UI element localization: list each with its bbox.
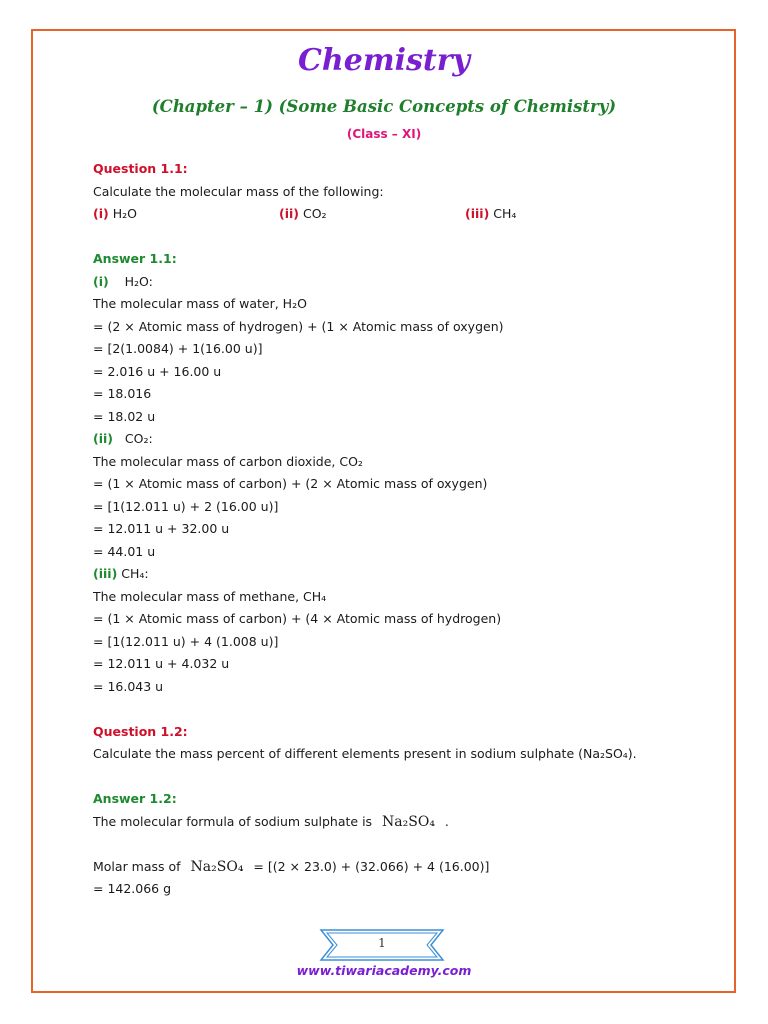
question-1-2-text: Calculate the mass percent of different elements present in sodium sulphate (Na₂SO₄). xyxy=(93,746,637,761)
answer-line: = 2.016 u + 16.00 u xyxy=(93,363,222,379)
answer-line: = [1(12.011 u) + 4 (1.008 u)] xyxy=(93,633,279,649)
answer-line: The molecular mass of carbon dioxide, CO₂ xyxy=(93,453,363,469)
option-ii xyxy=(279,203,465,226)
page-title: Chemistry xyxy=(298,43,470,78)
option-iii xyxy=(465,203,516,226)
option-i xyxy=(93,203,279,226)
question-1-1-options xyxy=(93,203,713,226)
molar-expression: = [(2 × 23.0) + (32.066) + 4 (16.00)] xyxy=(253,858,490,874)
molar-intro: Molar mass of xyxy=(93,858,181,874)
part-label: (iii) xyxy=(93,566,118,581)
answer-line: = [2(1.0084) + 1(16.00 u)] xyxy=(93,341,263,356)
formula-na2so4: Na₂SO₄ xyxy=(382,813,435,830)
option-value: H₂O xyxy=(112,206,137,221)
answer-line: = 44.01 u xyxy=(93,543,156,559)
formula-na2so4: Na₂SO₄ xyxy=(190,858,244,875)
answer-line: = 12.011 u + 32.00 u xyxy=(93,521,230,536)
website-link[interactable]: www.tiwariacademy.com xyxy=(296,963,472,978)
answer-line: = 18.02 u xyxy=(93,408,156,424)
answer-1-2-heading: Answer 1.2: xyxy=(93,791,177,806)
part-label: (i) xyxy=(93,273,109,289)
answer-line: = [1(12.011 u) + 2 (16.00 u)] xyxy=(93,498,279,514)
option-label: (ii) xyxy=(279,206,299,221)
answer-line: = (1 × Atomic mass of carbon) + (2 × Atomic mass of oxygen) xyxy=(93,476,488,491)
page-number: 1 xyxy=(378,936,386,950)
option-value: CO₂ xyxy=(302,206,327,221)
answer-line: = (2 × Atomic mass of hydrogen) + (1 × Atomic mass of oxygen) xyxy=(93,318,504,334)
part-label: (ii) xyxy=(93,431,113,446)
part-name: H₂O: xyxy=(124,273,153,289)
option-value: CH₄ xyxy=(493,206,517,221)
answer-line: = 16.043 u xyxy=(93,678,164,694)
question-1-1-text: Calculate the molecular mass of the following: xyxy=(93,183,384,199)
answer-part-i-title xyxy=(93,271,713,294)
formula-line xyxy=(93,811,713,834)
answer-line: = 18.016 xyxy=(93,386,152,401)
question-1-2-heading: Question 1.2: xyxy=(93,723,188,739)
answer-line: = 12.011 u + 4.032 u xyxy=(93,656,230,671)
answer-line: The molecular mass of water, H₂O xyxy=(93,296,307,311)
option-label: (iii) xyxy=(465,206,490,221)
question-1-1-heading: Question 1.1: xyxy=(93,161,188,176)
answer-1-1-heading: Answer 1.1: xyxy=(93,251,177,266)
answer-part-iii-title xyxy=(93,563,713,586)
part-name: CH₄: xyxy=(121,566,149,581)
chapter-heading: (Chapter – 1) (Some Basic Concepts of Chemistry) xyxy=(151,97,617,116)
answer-part-ii-title xyxy=(93,428,713,451)
formula-intro: The molecular formula of sodium sulphate is xyxy=(93,813,373,829)
molar-mass-result: = 142.066 g xyxy=(93,881,172,896)
answer-line: = (1 × Atomic mass of carbon) + (4 × Atomic mass of hydrogen) xyxy=(93,611,502,626)
answer-line: The molecular mass of methane, CH₄ xyxy=(93,588,327,604)
molar-mass-line xyxy=(93,856,713,879)
part-name: CO₂: xyxy=(124,431,153,446)
formula-end: . xyxy=(444,813,449,829)
class-label: (Class – XI) xyxy=(346,127,422,141)
document-body xyxy=(93,158,713,901)
option-label: (i) xyxy=(93,206,109,221)
